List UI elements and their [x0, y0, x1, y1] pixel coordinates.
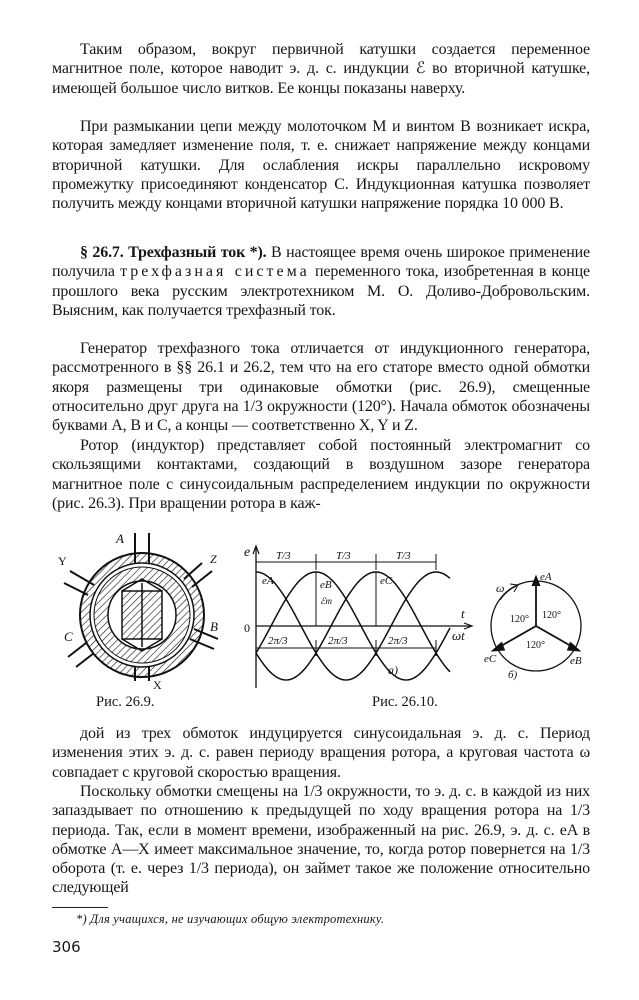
bottom-interval-3: 2π/3: [388, 635, 408, 647]
bottom-interval-2: 2π/3: [328, 635, 348, 647]
page-number: 306: [52, 938, 81, 956]
intro-text-a: В настоящее время очень широкое применение получила: [52, 244, 590, 281]
phasor-label-eA: eA: [540, 571, 552, 583]
label-A: A: [116, 531, 124, 546]
angle-bottom: 120°: [526, 640, 545, 651]
axis-label-t: t: [461, 606, 465, 621]
phasor-label-eC: eC: [484, 653, 497, 665]
footnote-rule: [52, 907, 108, 908]
section-heading: § 26.7. Трехфазный ток *).: [80, 244, 267, 261]
figure-26-10-caption: Рис. 26.10.: [372, 694, 438, 710]
fig1-caption-text: Рис. 26.9.: [96, 694, 155, 710]
curve-label-eA: eA: [262, 575, 274, 587]
top-interval-1: T/3: [276, 550, 291, 562]
paragraph-secondary-coil: Таким образом, вокруг первичной катушки создается переменное магнитное поле, которое наводит э. д. с. индукции ℰ во вторичной катушке, имеющей большое число витков. Ее концы показаны наверху.: [52, 41, 590, 97]
paragraph-rotor: Ротор (индуктор) представляет собой постоянный электромагнит со скользящими контактами, создающий в воздушном зазоре генератора магнитное поле с синусоидальным распределением индукции по окружности (рис. 26.3). При вращении ротора в каж-: [52, 437, 590, 512]
bottom-interval-1: 2π/3: [268, 635, 288, 647]
phasor-omega: ω: [496, 581, 505, 595]
spaced-term: трехфазная система: [120, 263, 310, 281]
label-B: B: [210, 619, 218, 634]
label-Z: Z: [210, 552, 217, 566]
angle-left: 120°: [510, 614, 529, 625]
label-X: X: [153, 678, 162, 692]
curve-label-eB: eB: [320, 579, 332, 591]
top-interval-3: T/3: [396, 550, 411, 562]
footnote: *) Для учащихся, не изучающих общую электротехнику.: [76, 912, 385, 926]
label-C: C: [64, 629, 73, 644]
panel-b-label: б): [508, 669, 518, 681]
paragraph-phase-shift: Поскольку обмотки смещены на 1/3 окружности, то э. д. с. в каждой из них запаздывает по отношению к предыдущей по ходу вращения ротора на 1/3 периода. Так, если в момент времени, изображенный на рис. 26.9, э. д. с. eA в обмотке A—X имеет максимальное значение, то, когда ротор повернется на 1/3 оборота (т. е. через 1/3 периода), он займет такое же положение относительно следующей: [52, 783, 590, 897]
figure-26-9-stator-diagram: [50, 523, 230, 693]
curve-label-eC: eC: [380, 575, 393, 587]
paragraph-three-phase-intro: [52, 243, 590, 320]
figure-26-9-caption: [96, 694, 155, 711]
label-Y: Y: [58, 554, 67, 568]
axis-label-wt: ωt: [452, 628, 465, 643]
paragraph-emf-period: дой из трех обмоток индуцируется синусоидальная э. д. с. Период изменения этих э. д. с. равен периоду вращения ротора, а круговая частота ω совпадает с круговой скоростью вращения.: [52, 725, 590, 781]
phasor-label-eB: eB: [570, 655, 582, 667]
amplitude-label: ℰm: [320, 596, 332, 606]
intro-text-b: переменного тока, изобретенная в конце прошлого века русским электротехником М. О. Доливо-Добровольским. Выясним, как получается трехфазный ток.: [52, 263, 590, 319]
paragraph-generator: Генератор трехфазного тока отличается от индукционного генератора, рассмотренного в §§ 26.1 и 26.2, тем что на его статоре вместо одной обмотки якоря размещены три одинаковые обмотки (рис. 26.9), смещенные относительно друг друга на 1/3 окружности (120°). Начала обмоток обозначены буквами A, B и C, а концы — соответственно X, Y и Z.: [52, 340, 590, 435]
figure-26-10-three-phase-diagram: [238, 540, 588, 700]
top-interval-2: T/3: [336, 550, 351, 562]
origin-label: 0: [244, 621, 250, 635]
angle-right: 120°: [542, 610, 561, 621]
paragraph-spark-capacitor: При размыкании цепи между молоточком M и винтом B возникает искра, которая замедляет изменение поля, т. е. снижает напряжение между концами вторичной катушки. Для ослабления искры параллельно искровому промежутку присоединяют конденсатор C. Индукционная катушка позволяет получить между концами вторичной катушки напряжение порядка 10 000 В.: [52, 118, 590, 213]
panel-a-label: а): [388, 663, 398, 677]
axis-label-e: e: [244, 545, 251, 560]
